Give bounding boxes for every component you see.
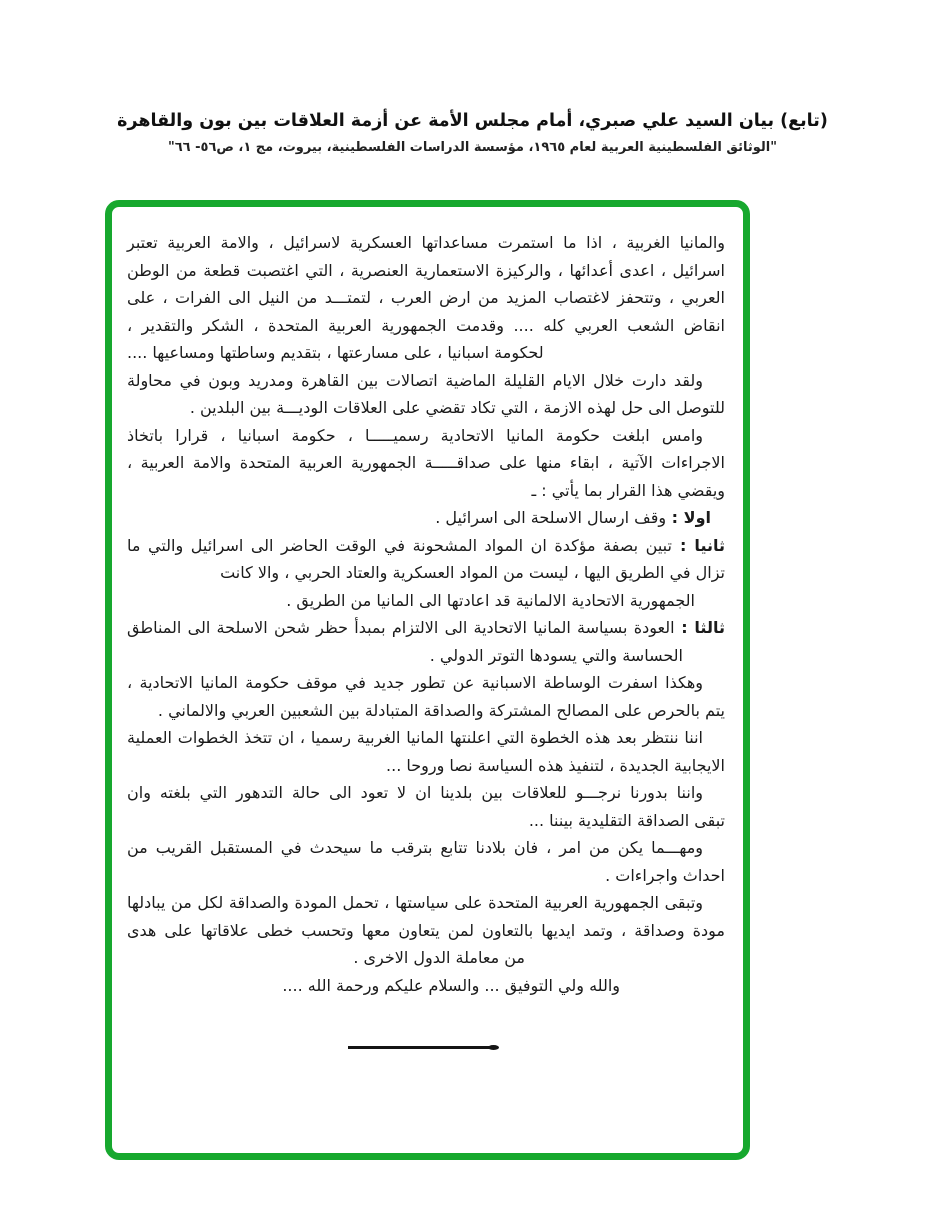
end-divider <box>348 1046 496 1049</box>
text-line: تبقى الصداقة التقليدية بيننا ... <box>528 810 725 830</box>
source-citation: "الوثائق الفلسطينية العربية لعام ١٩٦٥، مؤسسة الدراسات الفلسطينية، بيروت، مج ١، ص٥٦- ٦٦" <box>167 140 778 156</box>
text-line: احداث واجراءات . <box>605 865 725 885</box>
text-line: والمانيا الغربية ، اذا ما استمرت مساعداتها العسكرية لاسرائيل ، والامة العربية تعتبر <box>127 233 725 252</box>
text-line: للتوصل الى حل لهذه الازمة ، التي تكاد تقضي على العلاقات الوديـــة بين البلدين . <box>189 398 725 417</box>
text-line: وهكذا اسفرت الوساطة الاسبانية عن تطور جديد في موقف حكومة المانيا الاتحادية ، <box>127 673 703 692</box>
text-line: تزال في الطريق اليها ، ليست من المواد العسكرية والعتاد الحربي ، والا كانت <box>220 563 725 582</box>
text-line: اسرائيل ، اعدى أعدائها ، والركيزة الاستعمارية العنصرية ، التي اغتصبت قطعة من الوطن <box>127 260 725 280</box>
text-line: الجمهورية الاتحادية الالمانية قد اعادتها الى المانيا من الطريق . <box>286 590 695 610</box>
document-header <box>0 108 945 155</box>
text-line: مودة وصداقة ، وتمد ايديها بالتعاون لمن يتعاون معها وتحسب خطى علاقاتها على هدى <box>127 920 725 940</box>
text-line: ومهـــما يكن من امر ، فان بلادنا تتابع بترقب ما سيحدث في المستقبل القريب من <box>127 838 703 857</box>
body-text <box>127 229 725 999</box>
text-line: الايجابية الجديدة ، لتنفيذ هذه السياسة نصا وروحا ... <box>386 755 725 775</box>
page-title: (تابع) بيان السيد علي صبري، أمام مجلس الأمة عن أزمة العلاقات بين بون والقاهرة <box>117 111 828 131</box>
text-line: يتم بالحرص على المصالح المشتركة والصداقة المتبادلة بين الشعبين العربي والالماني . <box>157 700 725 720</box>
item-marker: اولا : <box>666 508 711 527</box>
text-line: الحساسة والتي يسودها التوتر الدولي . <box>429 645 683 665</box>
list-item-first: اولا : وقف ارسال الاسلحة الى اسرائيل . <box>435 508 711 527</box>
text-line: ولقد دارت خلال الايام القليلة الماضية اتصالات بين القاهرة ومدريد وبون في محاولة <box>127 370 703 390</box>
text-line: واننا بدورنا نرجـــو للعلاقات بين بلدينا ان لا تعود الى حالة التدهور التي بلغته وان <box>127 783 703 802</box>
text-line: وتبقى الجمهورية العربية المتحدة على سياستها ، تحمل المودة والصداقة لكل من يبادلها <box>127 893 703 912</box>
text-line: اننا ننتظر بعد هذه الخطوة التي اعلنتها المانيا الغربية رسميا ، ان تتخذ الخطوات العملية <box>127 728 703 747</box>
item-marker: ثانيا : <box>671 535 725 555</box>
item-marker: ثالثا : <box>674 618 725 637</box>
text-line: وامس ابلغت حكومة المانيا الاتحادية رسميـــــا ، حكومة اسبانيا ، قرارا باتخاذ <box>127 425 703 445</box>
closing-line: والله ولي التوفيق ... والسلام عليكم ورحمة الله .... <box>282 975 620 995</box>
list-item-second: ثانيا : تبين بصفة مؤكدة ان المواد المشحونة في الوقت الحاضر الى اسرائيل والتي ما <box>127 535 725 555</box>
text-line: من معاملة الدول الاخرى . <box>353 948 525 967</box>
text-line: ويقضي هذا القرار بما يأتي : ـ <box>531 480 725 500</box>
text-line: لحكومة اسبانيا ، على مسارعتها ، بتقديم وساطتها ومساعيها .... <box>127 343 544 362</box>
list-item-third: ثالثا : العودة بسياسة المانيا الاتحادية الى الالتزام بمبدأ حظر شحن الاسلحة الى المناطق <box>127 618 725 637</box>
text-line: العربي ، وتتحفز لاغتصاب المزيد من ارض العرب ، لتمتـــد من النيل الى الفرات ، على <box>127 288 725 307</box>
text-line: انقاض الشعب العربي كله .... وقدمت الجمهورية العربية المتحدة ، الشكر والتقدير ، <box>127 315 725 335</box>
text-line: الاجراءات الآتية ، ابقاء منها على صداقـــــة الجمهورية العربية المتحدة والامة العربية ، <box>127 453 725 472</box>
